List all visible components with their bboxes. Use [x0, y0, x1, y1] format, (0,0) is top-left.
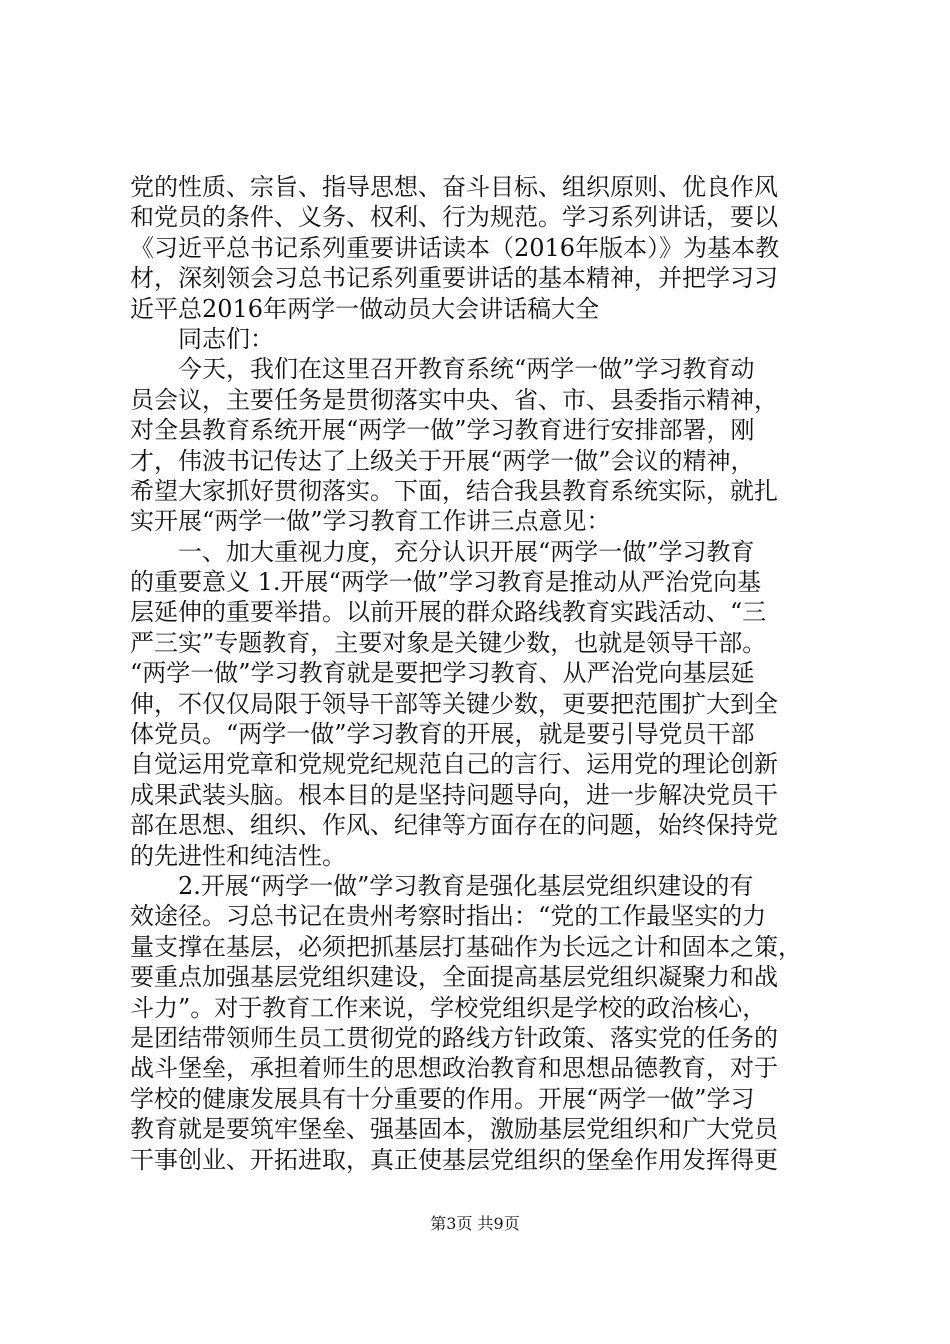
text-line: 实开展“两学一做”学习教育工作讲三点意见： — [130, 507, 611, 536]
text-line: 材，深刻领会习总书记系列重要讲话的基本精神，并把学习习 — [130, 264, 778, 293]
text-line: 今天，我们在这里召开教育系统“两学一做”学习教育动 — [130, 355, 755, 384]
page-footer: 第3页 共9页 — [430, 1214, 520, 1233]
text-line: 成果武装头脑。根本目的是坚持问题导向，进一步解决党员干 — [130, 780, 778, 809]
text-line: 战斗堡垒，承担着师生的思想政治教育和思想品德教育，对于 — [130, 1054, 778, 1083]
text-line: 要重点加强基层党组织建设，全面提高基层党组织凝聚力和战 — [130, 963, 778, 992]
text-line: 干事创业、开拓进取，真正使基层党组织的堡垒作用发挥得更 — [130, 1145, 778, 1174]
text-line: 《习近平总书记系列重要讲话读本（2016年版本）》为基本教 — [130, 233, 780, 262]
text-line: 伸，不仅仅局限于领导干部等关键少数，更要把范围扩大到全 — [130, 689, 778, 718]
text-line: 效途径。习总书记在贵州考察时指出：“党的工作最坚实的力 — [130, 902, 767, 931]
text-line: 自觉运用党章和党规党纪规范自己的言行、运用党的理论创新 — [130, 750, 778, 779]
text-line: 教育就是要筑牢堡垒、强基固本，激励基层党组织和广大党员 — [130, 1115, 778, 1144]
text-line: 才，伟波书记传达了上级关于开展“两学一做”会议的精神， — [130, 446, 755, 475]
text-line: 部在思想、组织、作风、纪律等方面存在的问题，始终保持党 — [130, 811, 778, 840]
text-line: 斗力”。对于教育工作来说，学校党组织是学校的政治核心， — [130, 993, 767, 1022]
document-body — [130, 172, 830, 1175]
text-line: 严三实”专题教育，主要对象是关键少数，也就是领导干部。 — [130, 628, 767, 657]
text-line: 对全县教育系统开展“两学一做”学习教育进行安排部署，刚 — [130, 416, 755, 445]
text-line: 和党员的条件、义务、权利、行为规范。学习系列讲话，要以 — [130, 203, 778, 232]
text-line: 员会议，主要任务是贯彻落实中央、省、市、县委指示精神， — [130, 385, 778, 414]
text-line: 是团结带领师生员工贯彻党的路线方针政策、落实党的任务的 — [130, 1023, 778, 1052]
text-line: 学校的健康发展具有十分重要的作用。开展“两学一做”学习 — [130, 1084, 755, 1113]
text-line: 一、加大重视力度，充分认识开展“两学一做”学习教育 — [130, 537, 755, 566]
text-line: 的先进性和纯洁性。 — [130, 841, 346, 870]
text-line: 近平总2016年两学一做动员大会讲话稿大全 — [130, 294, 600, 323]
text-line: 的重要意义 1.开展“两学一做”学习教育是推动从严治党向基 — [130, 568, 762, 597]
text-line: 量支撑在基层，必须把抓基层打基础作为长远之计和固本之策， — [130, 932, 802, 961]
text-line: 体党员。“两学一做”学习教育的开展，就是要引导党员干部 — [130, 720, 755, 749]
text-line: 党的性质、宗旨、指导思想、奋斗目标、组织原则、优良作风 — [130, 173, 778, 201]
text-line: 2.开展“两学一做”学习教育是强化基层党组织建设的有 — [130, 871, 754, 900]
text-line: “两学一做”学习教育就是要把学习教育、从严治党向基层延 — [130, 659, 755, 688]
text-line: 同志们： — [130, 324, 274, 353]
text-line: 希望大家抓好贯彻落实。下面，结合我县教育系统实际，就扎 — [130, 476, 778, 505]
text-line: 层延伸的重要举措。以前开展的群众路线教育实践活动、“三 — [130, 598, 767, 627]
